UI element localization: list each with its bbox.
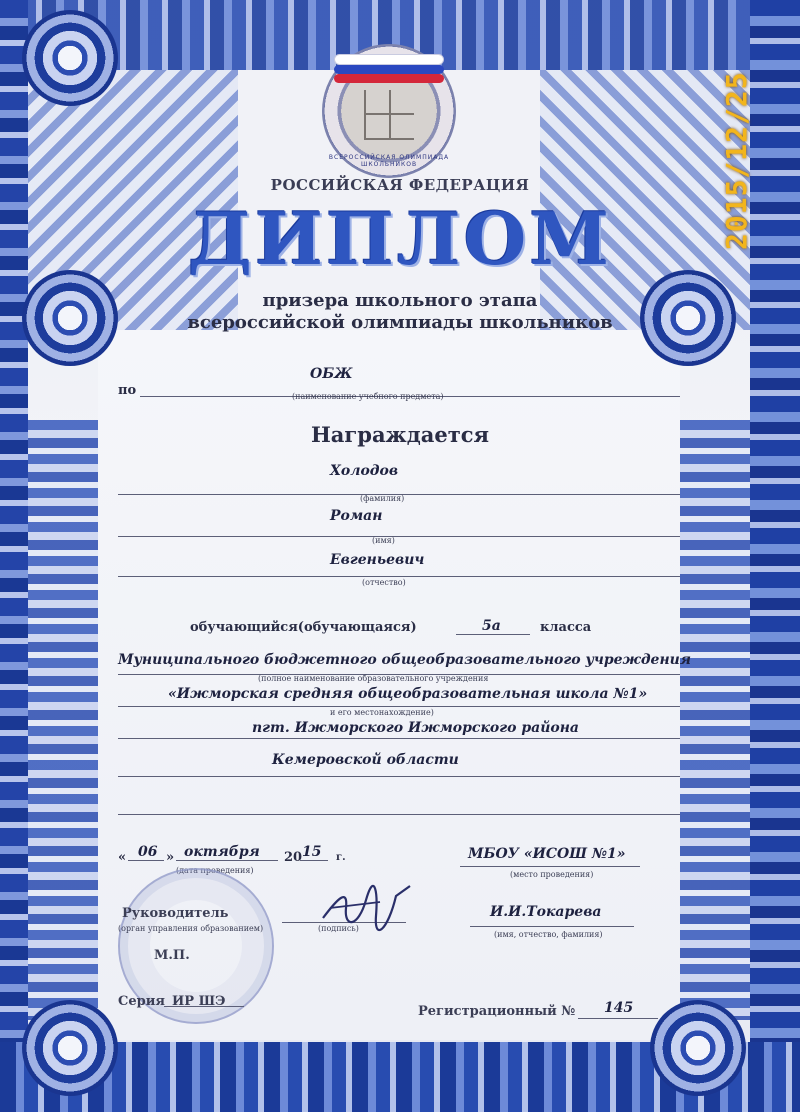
subtitle-line-1: призера школьного этапа [262, 290, 538, 311]
date-close-quote: » [166, 850, 175, 865]
photo-timestamp [696, 30, 756, 260]
signature-caption: (подпись) [318, 924, 359, 933]
date-open-quote: « [118, 850, 127, 865]
surname-field [118, 476, 680, 495]
signatory-role: Руководитель [122, 906, 229, 921]
ornament-side-left [28, 420, 98, 1020]
subject-caption: (наименование учебного предмета) [292, 392, 444, 401]
subject-value: ОБЖ [310, 366, 353, 382]
subject-prefix: по [118, 383, 137, 398]
school-line-3: пгт. Ижморского Ижморского района [252, 720, 580, 736]
subtitle-line-2: всероссийской олимпиады школьников [187, 312, 613, 333]
school-line-4: Кемеровской области [272, 752, 459, 768]
patronymic-value: Евгеньевич [330, 552, 425, 568]
name-value: Роман [330, 508, 383, 524]
signatory-role-caption: (орган управления образованием) [118, 924, 264, 933]
school-line-2: «Ижморская средняя общеобразовательная школа №1» [168, 686, 648, 702]
name-caption: (имя) [372, 536, 395, 545]
surname-value: Холодов [330, 463, 399, 479]
emblem-grid-icon [364, 90, 414, 140]
series-value: ИР ШЭ [172, 994, 226, 1009]
registration-value: 145 [604, 1000, 634, 1016]
grade-value: 5а [482, 618, 501, 634]
venue-caption: (место проведения) [510, 870, 594, 879]
signatory-name-caption: (имя, отчество, фамилия) [494, 930, 603, 939]
rosette-icon [22, 10, 118, 106]
venue-value: МБОУ «ИСОШ №1» [468, 846, 626, 862]
ornament-left [0, 0, 28, 1112]
blank-line-field [118, 800, 680, 815]
photo-timestamp-text: 2015/12/25 [720, 71, 753, 250]
award-label: Награждается [310, 422, 490, 447]
school-line-1: Муниципального бюджетного общеобразовательного учреждения [118, 652, 691, 668]
flag-stripe-blue [334, 65, 444, 74]
flag-icon [334, 54, 444, 82]
school-caption-2: и его местонахождение) [330, 708, 434, 717]
date-year-prefix: 20 [284, 850, 303, 865]
flag-stripe-red [334, 74, 444, 83]
date-year-mark: г. [336, 852, 346, 863]
flag-stripe-white [334, 54, 444, 65]
date-month: октября [184, 844, 260, 860]
grade-suffix: класса [540, 620, 592, 635]
date-year-suffix: 15 [302, 844, 322, 860]
seal-mark: М.П. [154, 948, 190, 963]
rosette-icon [22, 1000, 118, 1096]
patronymic-caption: (отчество) [362, 578, 406, 587]
registration-label: Регистрационный № [418, 1004, 576, 1019]
document-title: ДИПЛОМ [187, 196, 613, 281]
name-field [118, 520, 680, 537]
series-label: Серия [118, 994, 165, 1009]
ornament-side-right [680, 420, 750, 1020]
olympiad-emblem [322, 44, 456, 178]
country-heading: РОССИЙСКАЯ ФЕДЕРАЦИЯ [270, 176, 530, 194]
emblem-ring-text: ВСЕРОССИЙСКАЯ ОЛИМПИАДА ШКОЛЬНИКОВ [328, 154, 450, 168]
grade-prefix: обучающийся(обучающаяся) [190, 620, 417, 635]
school-caption-1: (полное наименование образовательного учреждения [258, 674, 489, 683]
date-day: 06 [138, 844, 158, 860]
rosette-icon [650, 1000, 746, 1096]
date-caption: (дата проведения) [176, 866, 254, 875]
signatory-name: И.И.Токарева [490, 904, 602, 920]
surname-caption: (фамилия) [360, 494, 405, 503]
ornament-right [750, 0, 800, 1112]
